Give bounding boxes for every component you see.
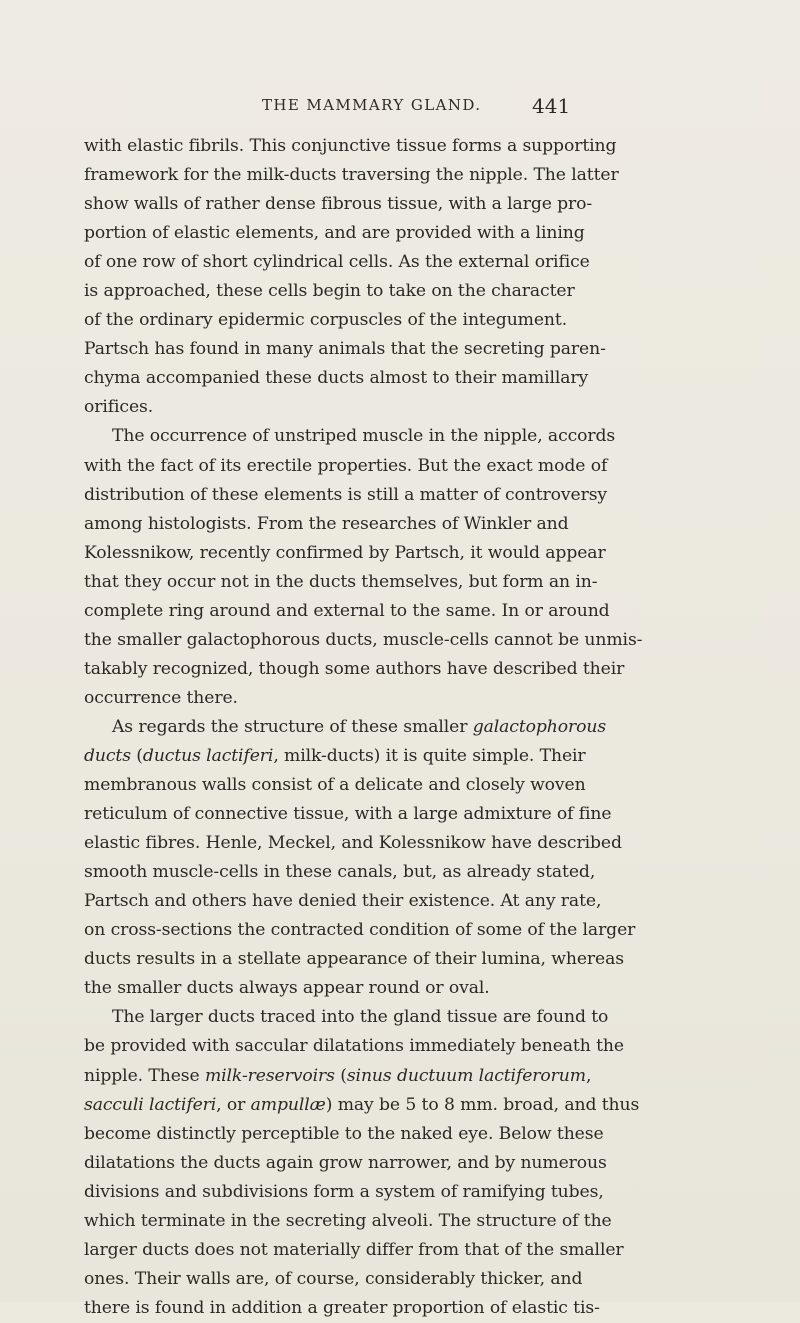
text-run: reticulum of connective tissue, with a large admixture of fine [84, 804, 612, 825]
text-run: The occurrence of unstriped muscle in the nipple, accords [112, 426, 616, 447]
text-line [84, 277, 730, 306]
text-run: on cross-sections the contracted condition of some of the larger [84, 920, 636, 941]
text-run: , [585, 1065, 592, 1086]
text-line [84, 510, 730, 539]
text-run: , or [216, 1094, 251, 1115]
text-line [84, 1032, 730, 1061]
text-line [84, 597, 730, 626]
text-run: The larger ducts traced into the gland tissue are found to [112, 1007, 609, 1028]
text-line [84, 452, 730, 481]
text-run: of the ordinary epidermic corpuscles of the integument. [84, 310, 568, 331]
text-line [84, 306, 730, 335]
text-line [84, 713, 730, 742]
text-line [84, 684, 730, 713]
text-line [84, 945, 730, 974]
text-run: with the fact of its erectile properties. But the exact mode of [84, 455, 608, 476]
text-line [84, 974, 730, 1003]
text-line [84, 1265, 730, 1294]
italic-term: ductus lactiferi [142, 745, 274, 766]
text-line [84, 1003, 730, 1032]
text-run: ones. Their walls are, of course, considerably thicker, and [84, 1268, 583, 1289]
text-run: portion of elastic elements, and are provided with a lining [84, 223, 585, 244]
text-run: elastic fibres. Henle, Meckel, and Kolessnikow have described [84, 833, 622, 854]
text-run: ) may be 5 to 8 mm. broad, and thus [325, 1094, 640, 1115]
text-run: larger ducts does not materially differ from that of the smaller [84, 1239, 624, 1260]
text-line [84, 1091, 730, 1120]
text-run: Kolessnikow, recently confirmed by Partsch, it would appear [84, 542, 606, 563]
text-line [84, 829, 730, 858]
text-run: that they occur not in the ducts themselves, but form an in- [84, 571, 598, 592]
running-title: THE MAMMARY GLAND. [262, 96, 482, 114]
text-line [84, 916, 730, 945]
text-run: the smaller ducts always appear round or oval. [84, 978, 490, 999]
text-run: distribution of these elements is still a matter of controversy [84, 484, 608, 505]
text-line [84, 219, 730, 248]
italic-term: ducts [84, 745, 131, 766]
text-run: framework for the milk-ducts traversing the nipple. The latter [84, 165, 619, 186]
text-run: divisions and subdivisions form a system of ramifying tubes, [84, 1181, 604, 1202]
text-line [84, 132, 730, 161]
text-run: membranous walls consist of a delicate and closely woven [84, 775, 586, 796]
text-line [84, 742, 730, 771]
text-line [84, 655, 730, 684]
text-line [84, 335, 730, 364]
text-run: ( [130, 745, 143, 766]
text-run: takably recognized, though some authors have described their [84, 658, 625, 679]
text-line [84, 568, 730, 597]
text-line [84, 1062, 730, 1091]
text-run: complete ring around and external to the same. In or around [84, 600, 610, 621]
italic-term: milk-reservoirs [204, 1065, 335, 1086]
text-run: is approached, these cells begin to take on the character [84, 281, 575, 302]
text-run: Partsch has found in many animals that the secreting paren- [84, 339, 606, 360]
text-line [84, 626, 730, 655]
text-run: the smaller galactophorous ducts, muscle-cells cannot be unmis- [84, 629, 643, 650]
text-line [84, 858, 730, 887]
text-line [84, 1294, 730, 1323]
text-run: ( [334, 1065, 347, 1086]
text-run: with elastic fibrils. This conjunctive tissue forms a supporting [84, 136, 617, 156]
text-run: be provided with saccular dilatations immediately beneath the [84, 1036, 624, 1057]
text-run: , milk-ducts) it is quite simple. Their [273, 745, 586, 766]
text-line [84, 539, 730, 568]
italic-term: sinus ductuum lactiferorum [346, 1065, 586, 1086]
text-line [84, 248, 730, 277]
italic-term: ampullæ [250, 1094, 326, 1115]
body-text [84, 132, 730, 1323]
text-line [84, 1207, 730, 1236]
text-run: dilatations the ducts again grow narrower, and by numerous [84, 1152, 607, 1173]
text-line [84, 393, 730, 422]
text-line [84, 364, 730, 393]
text-line [84, 887, 730, 916]
text-run: occurrence there. [84, 687, 238, 708]
text-line [84, 1236, 730, 1265]
text-run: of one row of short cylindrical cells. As the external orifice [84, 252, 590, 273]
text-run: nipple. These [84, 1065, 205, 1086]
italic-term: galactophorous [472, 716, 607, 737]
text-line [84, 1149, 730, 1178]
text-run: Partsch and others have denied their existence. At any rate, [84, 891, 602, 912]
page-number: 441 [532, 94, 571, 118]
text-line [84, 1178, 730, 1207]
text-run: become distinctly perceptible to the naked eye. Below these [84, 1123, 604, 1144]
text-line [84, 481, 730, 510]
text-line [84, 800, 730, 829]
text-run: As regards the structure of these smaller [112, 716, 473, 737]
text-run: smooth muscle-cells in these canals, but, as already stated, [84, 862, 596, 883]
text-run: ducts results in a stellate appearance of their lumina, whereas [84, 949, 624, 970]
running-head [0, 96, 800, 126]
text-run: show walls of rather dense fibrous tissue, with a large pro- [84, 194, 593, 215]
text-run: orifices. [84, 397, 154, 418]
text-run: there is found in addition a greater proportion of elastic tis- [84, 1297, 600, 1318]
text-run: which terminate in the secreting alveoli. The structure of the [84, 1210, 612, 1231]
text-run: chyma accompanied these ducts almost to their mamillary [84, 368, 589, 389]
text-line [84, 190, 730, 219]
text-line [84, 1120, 730, 1149]
text-line [84, 161, 730, 190]
italic-term: sacculi lactiferi [84, 1094, 217, 1115]
text-line [84, 771, 730, 800]
text-run: among histologists. From the researches of Winkler and [84, 513, 569, 534]
text-line [84, 422, 730, 451]
